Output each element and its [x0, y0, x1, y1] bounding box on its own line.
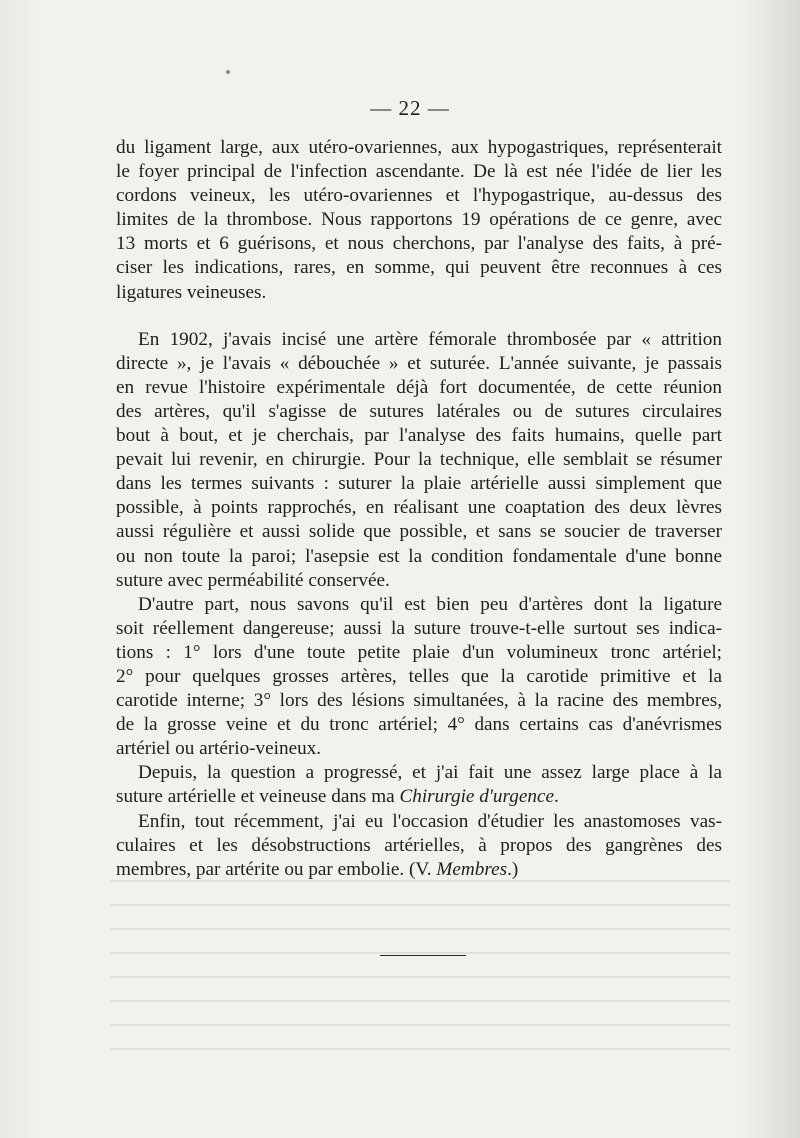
text-line: 2° pour quelques grosses artères, telles que la carotide primitive et la [116, 665, 722, 687]
text-line: bout à bout, et je cherchais, par l'analyse des faits humains, quelle part [116, 425, 722, 447]
paragraph-5 [116, 810, 722, 882]
text-line: D'autre part, nous savons qu'il est bien peu d'artères dont la ligature [138, 593, 722, 615]
text-line: Depuis, la question a progressé, et j'ai fait une assez large place à la [138, 762, 722, 784]
text-fragment: . [554, 786, 559, 808]
text-line: ligatures veineuses. [116, 281, 267, 303]
body-text [116, 136, 722, 882]
text-line: cordons veineux, les utéro-ovariennes et l'hypogastrique, au-dessus des [116, 185, 722, 207]
text-line: le foyer principal de l'infection ascendante. De là est née l'idée de lier les [116, 161, 722, 183]
text-line: soit réellement dangereuse; aussi la suture trouve-t-elle surtout ses indica- [116, 617, 722, 639]
paragraph-4 [116, 761, 722, 809]
text-line: ou non toute la paroi; l'asepsie est la condition fondamentale d'une bonne [116, 545, 722, 567]
text-fragment: .) [507, 858, 519, 880]
text-line: tions : 1° lors d'une toute petite plaie d'un volumineux tronc artériel; [116, 641, 722, 663]
text-line: du ligament large, aux utéro-ovariennes, aux hypogastriques, représenterait [116, 137, 722, 158]
text-line: Enfin, tout récemment, j'ai eu l'occasion d'étudier les anastomoses vas- [138, 810, 722, 832]
paragraph-2 [116, 328, 722, 593]
text-line: culaires et les désobstructions artérielles, à propos des gangrènes des [116, 834, 722, 856]
text-line: carotide interne; 3° lors des lésions simultanées, à la racine des membres, [116, 690, 722, 712]
book-title: Chirurgie d'urgence [399, 786, 554, 808]
text-line: aussi régulière et aussi solide que possible, et sans se soucier de traverser [116, 521, 722, 543]
show-through-texture [110, 880, 730, 1070]
text-line [116, 858, 722, 882]
page-number: — 22 — [370, 96, 450, 120]
text-fragment: membres, par artérite ou par embolie. (V. [116, 858, 437, 880]
text-line: pevait lui revenir, en chirurgie. Pour la technique, elle semblait se résumer [116, 449, 722, 471]
text-line: suture avec perméabilité conservée. [116, 569, 390, 591]
text-line: En 1902, j'avais incisé une artère fémorale thrombosée par « attrition [138, 328, 722, 350]
text-line: de la grosse veine et du tronc artériel; 4° dans certains cas d'anévrismes [116, 714, 722, 736]
cross-reference: Membres [436, 858, 508, 880]
text-line: 13 morts et 6 guérisons, et nous cherchons, par l'analyse des faits, à pré- [116, 233, 722, 255]
text-line: directe », je l'avais « débouchée » et suturée. L'année suivante, je passais [116, 352, 722, 374]
text-line: artériel ou artério-veineux. [116, 738, 322, 760]
text-line [116, 785, 722, 809]
text-line: possible, à points rapprochés, en réalisant une coaptation des deux lèvres [116, 497, 722, 519]
text-line: limites de la thrombose. Nous rapportons 19 opérations de ce genre, avec [116, 209, 722, 231]
text-line: ciser les indications, rares, en somme, qui peuvent être reconnues à ces [116, 257, 722, 279]
speck-mark [226, 70, 230, 74]
text-line: en revue l'histoire expérimentale déjà fort documentée, de cette réunion [116, 376, 722, 398]
text-line: dans les termes suivants : suturer la plaie artérielle aussi simplement que [116, 473, 722, 495]
text-line: des artères, qu'il s'agisse de sutures latérales ou de sutures circulaires [116, 400, 722, 422]
text-fragment: suture artérielle et veineuse dans ma [116, 786, 400, 808]
paragraph-3 [116, 593, 722, 762]
paragraph-1 [116, 136, 722, 305]
